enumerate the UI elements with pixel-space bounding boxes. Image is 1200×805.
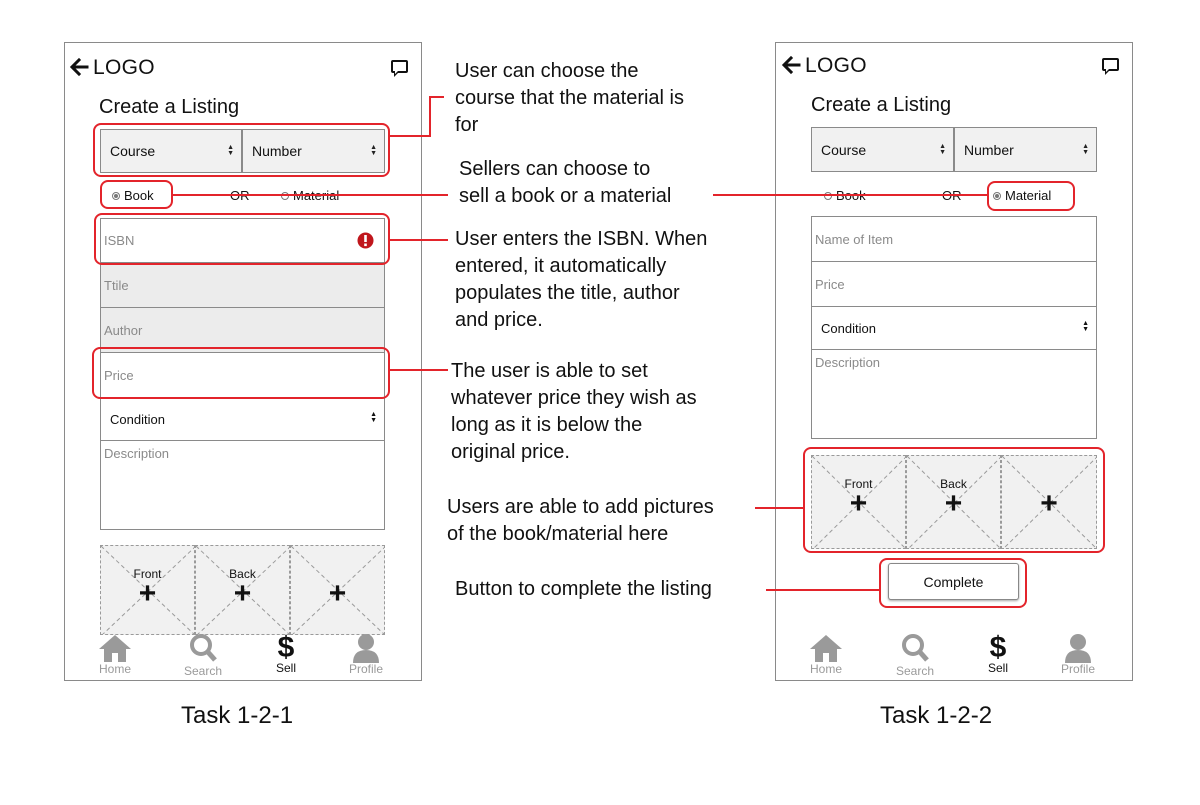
photo-slot-label: Back xyxy=(229,567,256,581)
nav-search[interactable]: Search xyxy=(181,633,225,678)
plus-icon: + xyxy=(138,577,157,610)
highlight-isbn xyxy=(94,213,390,265)
author-field: Author xyxy=(100,307,385,353)
annotation-isbn: User enters the ISBN. When entered, it automatically populates the title, author and price. xyxy=(455,228,708,331)
annotation-course: User can choose the course that the material is for xyxy=(455,60,684,136)
title-field: Ttile xyxy=(100,262,385,308)
number-select[interactable]: Number ▲ ▼ xyxy=(242,129,385,173)
logo: LOGO xyxy=(805,54,867,77)
back-arrow-icon[interactable] xyxy=(781,55,801,79)
page-title: Create a Listing xyxy=(811,94,952,116)
radio-book[interactable]: Book xyxy=(824,188,866,203)
nav-home[interactable]: Home xyxy=(95,633,135,676)
radio-material[interactable]: Material xyxy=(993,188,1051,203)
logo: LOGO xyxy=(93,56,155,79)
home-icon xyxy=(97,633,133,663)
nav-search[interactable]: Search xyxy=(893,633,937,678)
price-field[interactable]: Price xyxy=(100,352,385,398)
photo-slot-extra[interactable] xyxy=(290,545,385,635)
plus-icon: + xyxy=(944,487,963,520)
course-select[interactable]: Course ▲ ▼ xyxy=(100,129,242,173)
description-field[interactable]: Description xyxy=(811,349,1097,439)
dollar-icon: $ xyxy=(989,631,1007,664)
annotation-price: The user is able to set whatever price they wish as long as it is below the original price. xyxy=(451,360,697,463)
description-field[interactable]: Description xyxy=(100,440,385,530)
annotation-pictures: Users are able to add pictures of the book/material here xyxy=(447,496,714,545)
chat-icon[interactable] xyxy=(1102,58,1119,71)
profile-icon xyxy=(351,633,381,663)
profile-icon xyxy=(1063,633,1093,663)
course-select[interactable]: Course ▲ ▼ xyxy=(811,127,954,172)
chat-icon[interactable] xyxy=(391,60,408,73)
photo-slot-front[interactable] xyxy=(100,545,195,635)
item-name-field[interactable]: Name of Item xyxy=(811,216,1097,262)
home-icon xyxy=(808,633,844,663)
nav-profile[interactable]: Profile xyxy=(345,633,387,676)
highlight-book-radio xyxy=(100,180,173,209)
radio-book[interactable]: Book xyxy=(112,188,154,203)
select-arrows-icon: ▲ ▼ xyxy=(1082,142,1089,156)
highlight-material-radio xyxy=(987,181,1075,211)
nav-sell[interactable]: $ Sell xyxy=(271,633,301,675)
search-icon xyxy=(188,633,218,663)
radio-unselected-icon xyxy=(281,192,289,200)
page-title: Create a Listing xyxy=(99,96,240,118)
back-arrow-icon[interactable] xyxy=(69,57,89,81)
nav-sell[interactable]: $ Sell xyxy=(983,633,1013,675)
select-arrows-icon: ▲ ▼ xyxy=(227,144,234,157)
radio-material[interactable]: Material xyxy=(281,188,339,203)
caption-task-1-2-1: Task 1-2-1 xyxy=(181,702,294,729)
select-arrows-icon: ▲ ▼ xyxy=(370,144,377,157)
nav-home[interactable]: Home xyxy=(806,633,846,676)
photo-slot-back[interactable] xyxy=(195,545,290,635)
complete-button[interactable]: Complete xyxy=(888,563,1019,600)
plus-icon: + xyxy=(1040,487,1058,520)
price-field[interactable]: Price xyxy=(811,261,1097,307)
highlight-price xyxy=(92,347,390,399)
radio-or-label: OR xyxy=(230,188,250,203)
plus-icon: + xyxy=(849,487,868,520)
condition-select[interactable]: Condition ▲ ▼ xyxy=(100,397,385,441)
highlight-photo-slots xyxy=(803,447,1105,553)
dollar-icon: $ xyxy=(277,631,295,664)
radio-or-label: OR xyxy=(942,188,962,203)
caption-task-1-2-2: Task 1-2-2 xyxy=(880,702,993,729)
annotation-complete: Button to complete the listing xyxy=(455,578,712,600)
radio-unselected-icon xyxy=(824,192,832,200)
search-icon xyxy=(900,633,930,663)
annotation-item-type: Sellers can choose to sell a book or a material xyxy=(459,158,672,207)
number-select[interactable]: Number ▲ ▼ xyxy=(954,127,1097,172)
isbn-field[interactable]: ISBN xyxy=(100,218,385,263)
plus-icon: + xyxy=(233,577,252,610)
select-arrows-icon: ▲ ▼ xyxy=(939,142,946,156)
select-arrows-icon: ▲ ▼ xyxy=(1082,320,1089,333)
photo-slot-label: Back xyxy=(940,477,967,491)
nav-profile[interactable]: Profile xyxy=(1057,633,1099,676)
select-arrows-icon: ▲ ▼ xyxy=(370,411,377,424)
condition-select[interactable]: Condition ▲ ▼ xyxy=(811,306,1097,350)
highlight-course-select xyxy=(93,123,390,177)
plus-icon: + xyxy=(328,577,347,610)
highlight-complete-button xyxy=(879,558,1027,608)
photo-slot-label: Front xyxy=(844,477,873,491)
photo-slot-label: Front xyxy=(133,567,162,581)
